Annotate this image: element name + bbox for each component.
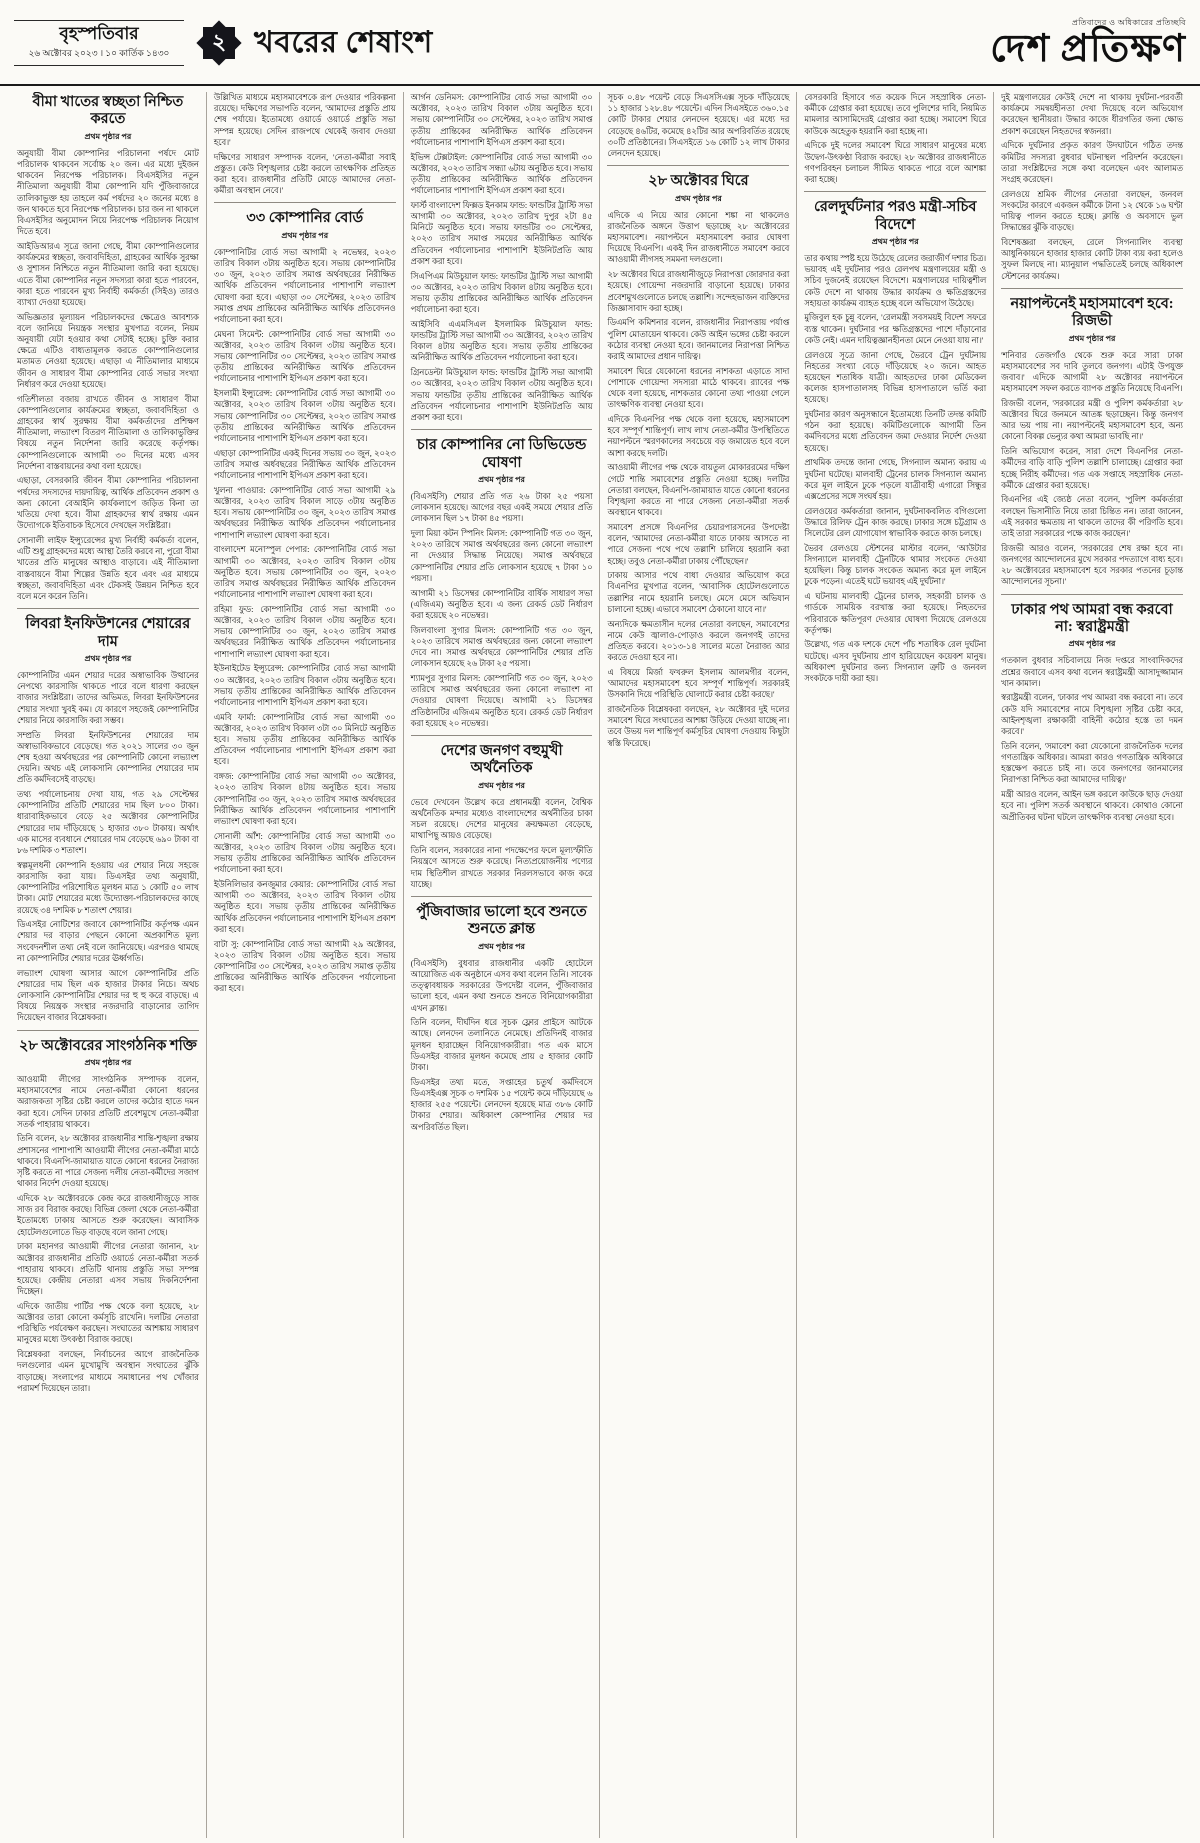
day-name: বৃহস্পতিবার — [59, 23, 139, 43]
article-paragraph: বেসরকারি হিসাবে গত কয়েক দিনে সহস্রাধিক নেতা-কর্মীকে গ্রেপ্তার করা হয়েছে। তবে পুলিশের দাবি, নিয়মিত মামলার আসামিদেরই গ্রেপ্তার করা হচ্ছে। সমাবেশ ঘিরে কাউকে অহেতুক হয়রানি করা হচ্ছে না। — [804, 93, 987, 136]
continued-from-label: প্রথম পৃষ্ঠার পর — [84, 653, 132, 663]
continued-from-label: প্রথম পৃষ্ঠার পর — [478, 474, 525, 484]
article-paragraph: লভ্যাংশ ঘোষণা আসার আগে কোম্পানিটির প্রতি শেয়ারের দাম ছিল এক হাজার টাকার নিচে। অথচ লোকসানি কোম্পানিটির শেয়ার দর হু হু করে বাড়ছে। এ বিষয়ে নিয়ন্ত্রক সংস্থার নজরদারি বাড়ানোর তাগিদ দিয়েছেন বাজার বিশ্লেষকরা। — [17, 968, 199, 1023]
article-paragraph: শ্যামপুর সুগার মিলস: কোম্পানিটি গত ৩০ জুন, ২০২৩ তারিখে সমাপ্ত অর্থবছরের জন্য কোনো লভ্যাংশ না দেওয়ার ঘোষণা দিয়েছে। আগামী ২১ ডিসেম্বর প্রতিষ্ঠানটির এজিএম অনুষ্ঠিত হবে। রেকর্ড ডেট নির্ধারণ করা হয়েছে ২০ নভেম্বর। — [410, 674, 593, 728]
article-paragraph: দুলা মিয়া কটন স্পিনিং মিলস: কোম্পানিটি গত ৩০ জুন, ২০২৩ তারিখে সমাপ্ত অর্থবছরের জন্য কোনো লভ্যাংশ না দেওয়ার সিদ্ধান্ত নিয়েছে। সমাপ্ত অর্থবছরে কোম্পানিটির শেয়ার প্রতি লোকসান হয়েছে ৭ টাকা ১০ পয়সা। — [410, 529, 593, 583]
article-title: রেলদুর্ঘটনার পরও মন্ত্রী-সচিব বিদেশে — [814, 199, 977, 233]
article-paragraph: বিশ্লেষকরা বলছেন, নির্বাচনের আগে রাজনৈতিক দলগুলোর এমন মুখোমুখি অবস্থান সংঘাতের ঝুঁকি বাড়াচ্ছে। সংলাপের মাধ্যমে সমাধানের পথ খোঁজার পরামর্শ দিয়েছেন তারা। — [17, 1350, 199, 1393]
news-column — [600, 92, 797, 1838]
article-paragraph: রহিমা ফুড: কোম্পানিটির বোর্ড সভা আগামী ৩০ অক্টোবর, ২০২৩ তারিখ বিকাল ৩টায় অনুষ্ঠিত হবে। সভায় কোম্পানিটির ৩০ জুন, ২০২৩ তারিখ সমাপ্ত অর্থবছরের নিরীক্ষিত আর্থিক প্রতিবেদন পর্যালোচনার পাশাপাশি লভ্যাংশ ঘোষণা করা হবে। — [213, 604, 396, 659]
article — [1001, 288, 1183, 588]
article-paragraph: বিশেষজ্ঞরা বলছেন, রেলে সিগন্যালিং ব্যবস্থা আধুনিকায়নে হাজার হাজার কোটি টাকা ব্যয় করা হলেও সুফল মিলছে না। ম্যানুয়াল পদ্ধতিতেই চলছে অধিকাংশ স্টেশনের কার্যক্রম। — [1001, 237, 1183, 281]
date-box — [14, 20, 184, 67]
article-paragraph: এদিকে ২৮ অক্টোবরকে কেন্দ্র করে রাজধানীজুড়ে সাজ সাজ রব বিরাজ করছে। বিভিন্ন জেলা থেকে নেতা-কর্মীরা ইতোমধ্যে ঢাকায় আসতে শুরু করেছেন। আবাসিক হোটেলগুলোতে ভিড় বাড়ছে বলে জানা গেছে। — [17, 1194, 199, 1237]
article-continuation — [1001, 92, 1183, 282]
page-number-badge — [198, 22, 240, 64]
news-column — [404, 92, 601, 1838]
article-paragraph: সমাবেশ প্রসঙ্গে বিএনপির চেয়ারপারসনের উপদেষ্টা বলেন, 'আমাদের নেতা-কর্মীরা যাতে ঢাকায় আসতে না পারে সেজন্য পথে পথে তল্লাশি চালিয়ে হয়রানি করা হচ্ছে। তবুও নেতা-কর্মীরা ঢাকায় পৌঁছেছেন।' — [607, 522, 790, 566]
article-paragraph: উল্লেখ্য, গত এক দশকে দেশে পাঁচ শতাধিক রেল দুর্ঘটনা ঘটেছে। এসব দুর্ঘটনায় প্রাণ হারিয়েছেন কয়েকশ মানুষ। অধিকাংশ দুর্ঘটনার জন্য সিগন্যাল ত্রুটি ও জনবল সংকটকে দায়ী করা হয়। — [804, 640, 987, 684]
article-paragraph: দুর্ঘটনার কারণ অনুসন্ধানে ইতোমধ্যে তিনটি তদন্ত কমিটি গঠন করা হয়েছে। কমিটিগুলোকে আগামী তিন কর্মদিবসের মধ্যে প্রতিবেদন জমা দেওয়ার নির্দেশ দেওয়া হয়েছে। — [804, 410, 987, 453]
columns — [0, 86, 1200, 1838]
news-column — [10, 92, 207, 1838]
article-paragraph: অভিজ্ঞতার মূল্যায়ন পরিচালকদের ক্ষেত্রেও আবশ্যক বলে জানিয়ে নিয়ন্ত্রক সংস্থার মুখপাত্র বলেন, নিয়ম অনুযায়ী যেটা হওয়ার কথা সেটাই হচ্ছে। চুক্তি করার ক্ষেত্রে এটিও বাধ্যতামূলক করতে কোম্পানিগুলোর মতামত নেওয়া হয়েছে। এছাড়া এ নীতিমালার মাধ্যমে জীবন ও সাধারণ বীমা কোম্পানির বোর্ড সভার সংখ্যা নির্ধারণ করে দেওয়া হয়েছে। — [17, 312, 199, 389]
article-paragraph: সোনালী লাইফ ইন্স্যুরেন্সের মুখ্য নির্বাহী কর্মকর্তা বলেন, এটি শুধু গ্রাহকদের মধ্যে আস্থা তৈরি করবে না, পুরো বীমা খাতের প্রতি মানুষের আস্থাও বাড়াবে। এই নীতিমালা বাস্তবায়নে বীমা শিল্পের উন্নতি হবে এবং এর মাধ্যমে স্বচ্ছতা, জবাবদিহিতা এবং টেকসই উন্নয়ন নিশ্চিত হবে বলে মনে করেন তিনি। — [17, 535, 199, 601]
article-paragraph: সিএপিএম মিউচুয়াল ফান্ড: ফান্ডটির ট্রাস্টি সভা আগামী ৩০ অক্টোবর, ২০২৩ তারিখ বিকাল ৪টায় অনুষ্ঠিত হবে। সভায় তৃতীয় প্রান্তিকের অনিরীক্ষিত আর্থিক প্রতিবেদন পর্যালোচনা করা হবে। — [410, 271, 593, 315]
article-paragraph: স্বল্পমূলধনী কোম্পানি হওয়ায় এর শেয়ার নিয়ে সহজে কারসাজি করা যায়। ডিএসইর তথ্য অনুযায়ী, কোম্পানিটির পরিশোধিত মূলধন মাত্র ১ কোটি ৫০ লাখ টাকা। মোট শেয়ারের মধ্যে উদ্যোক্তা-পরিচালকদের কাছে রয়েছে ৩৪ দশমিক ৮ শতাংশ শেয়ার। — [17, 860, 199, 915]
article-paragraph: ভেবে দেখবেন উল্লেখ করে প্রধানমন্ত্রী বলেন, বৈশ্বিক অর্থনৈতিক মন্দার মধ্যেও বাংলাদেশের অর্থনীতির চাকা সচল রয়েছে। দেশের মানুষের ক্রয়ক্ষমতা বেড়েছে, মাথাপিছু আয়ও বেড়েছে। — [410, 797, 593, 841]
article — [17, 94, 199, 602]
article-paragraph: বিএনপির এই জ্যেষ্ঠ নেতা বলেন, 'পুলিশ কর্মকর্তারা বলছেন ভিসানীতি নিয়ে তারা চিন্তিত নন। তারা জানেন, এই সরকার ক্ষমতায় না থাকলে তাদের কী পরিণতি হবে। তাই তারা সরকারের পক্ষে কাজ করছেন।' — [1001, 495, 1183, 539]
article — [17, 1030, 199, 1394]
article-paragraph: সূচক ০.৪৮ পয়েন্ট বেড়ে সিএসসিএক্স সূচক দাঁড়িয়েছে ১১ হাজার ১২৮.৪৮ পয়েন্টে। এদিন সিএসইতে ৩৬০.১৫ কোটি টাকার শেয়ার লেনদেন হয়েছে। এর মধ্যে দর বেড়েছে ৪৬টির, কমেছে ৪২টির আর অপরিবর্তিত রয়েছে ৩০টি প্রতিষ্ঠানের। সিএসইতে ১৬ কোটি ১২ লাখ টাকার লেনদেন হয়েছে। — [607, 93, 790, 159]
article-paragraph: রেলওয়ের কর্মকর্তারা জানান, দুর্ঘটনাকবলিত বগিগুলো উদ্ধারে রিলিফ ট্রেন কাজ করছে। ঢাকার সঙ্গে চট্টগ্রাম ও সিলেটের রেল যোগাযোগ স্বাভাবিক করতে কাজ চলছে। — [804, 506, 987, 539]
article-paragraph: উল্লিখিত মাধ্যমে মহাসমাবেশকে রূপ দেওয়ার পরিকল্পনা রয়েছে। দক্ষিণের সভাপতি বলেন, 'আমাদের প্রস্তুতি প্রায় শেষ পর্যায়ে। ইতোমধ্যে ওয়ার্ডে ওয়ার্ডে প্রস্তুতি সভা সম্পন্ন হয়েছে। সেদিন রাজপথে থেকেই জবাব দেওয়া হবে।' — [213, 93, 396, 147]
news-column — [797, 92, 994, 1838]
article-paragraph: তথ্য পর্যালোচনায় দেখা যায়, গত ২৯ সেপ্টেম্বর কোম্পানিটির প্রতিটি শেয়ারের দাম ছিল ৮০০ টাকা। ধারাবাহিকভাবে বেড়ে ২৫ অক্টোবর কোম্পানিটির শেয়ারের দাম দাঁড়িয়েছে ১ হাজার ৩৮০ টাকায়। অর্থাৎ এক মাসের ব্যবধানে শেয়ারের দাম বেড়েছে ৬৯০ টাকা বা ৮৬ দশমিক ৩ শতাংশ। — [17, 790, 199, 856]
article-paragraph: রেলওয়ে শ্রমিক লীগের নেতারা বলছেন, জনবল সংকটের কারণে একজন কর্মীকে টানা ১২ থেকে ১৬ ঘণ্টা দায়িত্ব পালন করতে হচ্ছে। ক্লান্তি ও অবসাদে ভুল সিদ্ধান্তের ঝুঁকি বাড়ছে। — [1001, 189, 1183, 233]
continued-from-label: প্রথম পৃষ্ঠার পর — [478, 941, 525, 951]
article-title: বীমা খাতের স্বচ্ছতা নিশ্চিত করতে — [32, 94, 184, 128]
article-paragraph: 'শনিবার তেজগাঁও থেকে শুরু করে সারা ঢাকা মহাসমাবেশের সব দাবি তুলবে জনগণ। এটাই উপযুক্ত জবাব।' এদিকে আগামী ২৮ অক্টোবর নয়াপল্টনে মহাসমাবেশ সফল করতে ব্যাপক প্রস্তুতি নিয়েছে বিএনপি। — [1001, 350, 1183, 394]
article-paragraph: ভৈরব রেলওয়ে স্টেশনের মাস্টার বলেন, 'আউটার সিগন্যালে মালবাহী ট্রেনটিকে থামার সংকেত দেওয়া হয়েছিল। কিন্তু চালক সংকেত অমান্য করে মূল লাইনে ঢুকে পড়েন। এতেই ঘটে ভয়াবহ এই দুর্ঘটনা।' — [804, 543, 987, 587]
article-paragraph: খুলনা পাওয়ার: কোম্পানিটির বোর্ড সভা আগামী ২৯ অক্টোবর, ২০২৩ তারিখ বিকাল সাড়ে ৩টায় অনুষ্ঠিত হবে। সভায় কোম্পানিটির ৩০ জুন, ২০২৩ তারিখ সমাপ্ত অর্থবছরের নিরীক্ষিত আর্থিক প্রতিবেদন পর্যালোচনার পাশাপাশি লভ্যাংশ ঘোষণা করা হবে। — [213, 485, 396, 540]
article-paragraph: গতিশীলতা বজায় রাখতে জীবন ও সাধারণ বীমা কোম্পানিগুলোর কার্যক্রমের স্বচ্ছতা, জবাবদিহিতা ও গ্রাহকের স্বার্থ সুরক্ষায় বীমা কর্মকর্তাদের প্রশিক্ষণ নীতিমালা, লভ্যাংশ বিতরণ নীতিমালা ও তালিকাভুক্তির বিষয়ে নতুন নির্দেশনা জারি করেছে কর্তৃপক্ষ। কোম্পানিগুলোকে আগামী ৩০ দিনের মধ্যে এসব নির্দেশনা বাস্তবায়নের কথা বলা হয়েছে। — [17, 394, 199, 471]
article-paragraph: আর্গন ডেনিমস: কোম্পানিটির বোর্ড সভা আগামী ৩০ অক্টোবর, ২০২৩ তারিখ বিকাল ৩টায় অনুষ্ঠিত হবে। সভায় কোম্পানিটির ৩০ সেপ্টেম্বর, ২০২৩ তারিখ সমাপ্ত তৃতীয় প্রান্তিকের অনিরীক্ষিত আর্থিক প্রতিবেদন পর্যালোচনার পাশাপাশি ইপিএস প্রকাশ করা হবে। — [410, 93, 593, 147]
article — [214, 202, 396, 994]
article-paragraph: ইসলামী ইন্স্যুরেন্স: কোম্পানিটির বোর্ড সভা আগামী ৩০ অক্টোবর, ২০২৩ তারিখ বিকাল ৩টায় অনুষ্ঠিত হবে। সভায় কোম্পানিটির ৩০ সেপ্টেম্বর, ২০২৩ তারিখ সমাপ্ত তৃতীয় প্রান্তিকের অনিরীক্ষিত আর্থিক প্রতিবেদন পর্যালোচনার পাশাপাশি ইপিএস প্রকাশ করা হবে। — [213, 389, 396, 443]
article-paragraph: তিনি বলেন, সরকারের নানা পদক্ষেপের ফলে মূল্যস্ফীতি নিয়ন্ত্রণে আসতে শুরু করেছে। নিত্যপ্রয়োজনীয় পণ্যের দাম স্থিতিশীল রাখতে সরকার নিরলসভাবে কাজ করে যাচ্ছে। — [410, 846, 593, 889]
paper-brand — [990, 19, 1186, 68]
article-title: চার কোম্পানির নো ডিভিডেন্ড ঘোষণা — [416, 437, 587, 471]
article-paragraph: মেঘনা সিমেন্ট: কোম্পানিটির বোর্ড সভা আগামী ৩০ অক্টোবর, ২০২৩ তারিখ বিকাল ৩টায় অনুষ্ঠিত হবে। সভায় কোম্পানিটির ৩০ সেপ্টেম্বর, ২০২৩ তারিখ সমাপ্ত তৃতীয় প্রান্তিকের অনিরীক্ষিত আর্থিক প্রতিবেদন পর্যালোচনার পাশাপাশি ইপিএস প্রকাশ করা হবে। — [213, 329, 396, 384]
article-paragraph: এ বিষয়ে মির্জা ফখরুল ইসলাম আলমগীর বলেন, 'আমাদের মহাসমাবেশ হবে সম্পূর্ণ শান্তিপূর্ণ। সরকারই উসকানি দিয়ে পরিস্থিতি ঘোলাটে করার চেষ্টা করছে।' — [607, 667, 790, 700]
section-title: খবরের শেষাংশ — [254, 25, 433, 59]
article-title: ২৮ অক্টোবর ঘিরে — [648, 173, 749, 190]
continued-from-label: প্রথম পৃষ্ঠার পর — [1068, 639, 1116, 649]
news-column — [207, 92, 404, 1838]
article-paragraph: প্রাথমিক তদন্তে জানা গেছে, সিগন্যাল অমান্য করায় এ দুর্ঘটনা ঘটেছে। মালবাহী ট্রেনের চালক সিগন্যাল অমান্য করে মূল লাইনে ঢুকে পড়লে যাত্রীবাহী এগারো সিন্ধুর এক্সপ্রেসের সঙ্গে সংঘর্ষ হয়। — [804, 458, 987, 501]
article-paragraph: (বিএসইসি) শেয়ার প্রতি গত ২৬ টাকা ২৫ পয়সা লোকসান হয়েছে। আগের বছর একই সময়ে শেয়ার প্রতি লোকসান ছিল ১৭ টাকা ৪৫ পয়সা। — [410, 491, 593, 524]
article-paragraph: এদিকে এ নিয়ে আর কোনো শঙ্কা না থাকলেও রাজনৈতিক অঙ্গনে উত্তাপ ছড়াচ্ছে ২৮ অক্টোবরের মহাসমাবেশ। নয়াপল্টনে মহাসমাবেশ করার ঘোষণা দিয়েছে বিএনপি। একই দিন রাজধানীতে সমাবেশ করবে আওয়ামী লীগসহ সমমনা দলগুলো। — [607, 210, 790, 265]
article-title: ২৮ অক্টোবরের সাংগঠনিক শক্তি — [18, 1037, 197, 1054]
article-paragraph: দক্ষিণের সাধারণ সম্পাদক বলেন, 'নেতা-কর্মীরা সবাই প্রস্তুত। কেউ বিশৃঙ্খলার চেষ্টা করলে তাৎক্ষণিক প্রতিহত করা হবে। রাজধানীর প্রতিটি মোড়ে আমাদের নেতা-কর্মীরা অবস্থান নেবে।' — [213, 152, 396, 196]
article-continuation — [411, 92, 593, 423]
article-continuation — [804, 92, 986, 185]
article-paragraph: এদিকে জাতীয় পার্টির পক্ষ থেকে বলা হয়েছে, ২৮ অক্টোবর তারা কোনো কর্মসূচি রাখেনি। দলটির নেতারা পরিস্থিতি পর্যবেক্ষণ করছেন। সংঘাতের আশঙ্কায় সাধারণ মানুষের মধ্যে উৎকণ্ঠা বিরাজ করছে। — [17, 1301, 199, 1345]
article-paragraph: গ্রিনডেল্টা মিউচুয়াল ফান্ড: ফান্ডটির ট্রাস্টি সভা আগামী ৩০ অক্টোবর, ২০২৩ তারিখ বিকাল ৩টায় অনুষ্ঠিত হবে। সভায় ফান্ডটির তৃতীয় প্রান্তিকের অনিরীক্ষিত আর্থিক প্রতিবেদন পর্যালোচনার পাশাপাশি ইউনিটপ্রতি আয় প্রকাশ করা হবে। — [410, 368, 593, 422]
article-paragraph: ঢাকায় আসার পথে বাধা দেওয়ার অভিযোগ করে বিএনপির মুখপাত্র বলেন, 'আবাসিক হোটেলগুলোতে তল্লাশির নামে হয়রানি চলছে। মেসে মেসে অভিযান চালানো হচ্ছে। এভাবে সমাবেশ ঠেকানো যাবে না।' — [607, 571, 790, 614]
continued-from-label: প্রথম পৃষ্ঠার পর — [675, 193, 722, 203]
page-number: ২ — [211, 28, 227, 54]
continued-from-label: প্রথম পৃষ্ঠার পর — [871, 236, 919, 246]
article-paragraph: বাটা সু: কোম্পানিটির বোর্ড সভা আগামী ২৯ অক্টোবর, ২০২৩ তারিখ বিকাল ৩টায় অনুষ্ঠিত হবে। সভায় কোম্পানিটির ৩০ সেপ্টেম্বর, ২০২৩ তারিখ সমাপ্ত তৃতীয় প্রান্তিকের অনিরীক্ষিত আর্থিক প্রতিবেদন পর্যালোচনা করা হবে। — [213, 939, 396, 994]
article-paragraph: মন্ত্রী আরও বলেন, আইন ভঙ্গ করলে কাউকে ছাড় দেওয়া হবে না। পুলিশ সতর্ক অবস্থানে থাকবে। কোথাও কোনো অপ্রীতিকর ঘটনা ঘটলে তাৎক্ষণিক ব্যবস্থা নেওয়া হবে। — [1001, 790, 1183, 822]
article-paragraph: জিলবাংলা সুগার মিলস: কোম্পানিটি গত ৩০ জুন, ২০২৩ তারিখে সমাপ্ত অর্থবছরের জন্য কোনো লভ্যাংশ দেবে না। সমাপ্ত অর্থবছরে কোম্পানিটির শেয়ার প্রতি লোকসান হয়েছে ২৬ টাকা ২৫ পয়সা। — [410, 625, 593, 669]
article-paragraph: ডিএসইর তথ্য মতে, সপ্তাহের চতুর্থ কর্মদিবসে ডিএসইএক্স সূচক ৩ দশমিক ১৫ পয়েন্ট কমে দাঁড়িয়েছে ৬ হাজার ২৫৫ পয়েন্টে। লেনদেন হয়েছে মাত্র ৩৮৬ কোটি টাকার শেয়ার। অধিকাংশ কোম্পানির শেয়ার দর অপরিবর্তিত ছিল। — [410, 1077, 593, 1132]
article-paragraph: রিজভী বলেন, 'সরকারের মন্ত্রী ও পুলিশ কর্মকর্তারা ২৮ অক্টোবর ঘিরে জনমনে আতঙ্ক ছড়াচ্ছেন। কিন্তু জনগণ আর ভয় পায় না। নয়াপল্টনেই মহাসমাবেশ হবে, অন্য কোনো বিকল্প ভেন্যুর কথা আমরা ভাবছি না।' — [1001, 398, 1183, 442]
article-paragraph: রাজনৈতিক বিশ্লেষকরা বলছেন, ২৮ অক্টোবর দুই দলের সমাবেশ ঘিরে সংঘাতের আশঙ্কা উড়িয়ে দেওয়া যাচ্ছে না। তবে উভয় দল শান্তিপূর্ণ কর্মসূচির ঘোষণা দেওয়ায় কিছুটা স্বস্তি ফিরেছে। — [607, 704, 790, 748]
article-paragraph: মুজিবুল হক চুন্নু বলেন, 'রেলমন্ত্রী সবসময়ই বিদেশ সফরে ব্যস্ত থাকেন। দুর্ঘটনার পর ক্ষতিগ্রস্তদের পাশে দাঁড়ানোর কেউ নেই। এমন দায়িত্বজ্ঞানহীনতা মেনে নেওয়া যায় না।' — [804, 313, 987, 345]
article-paragraph: ইউনিলিভার কনজুমার কেয়ার: কোম্পানিটির বোর্ড সভা আগামী ৩০ অক্টোবর, ২০২৩ তারিখ বিকাল ৩টায় অনুষ্ঠিত হবে। সভায় তৃতীয় প্রান্তিকের অনিরীক্ষিত আর্থিক প্রতিবেদন পর্যালোচনার পাশাপাশি ইপিএস প্রকাশ করা হবে। — [213, 879, 396, 934]
article-paragraph: (বিএসইসি) বুধবার রাজধানীর একটি হোটেলে আয়োজিত এক অনুষ্ঠানে এসব কথা বলেন তিনি। সাবেক তত্ত্বাবধায়ক সরকারের উপদেষ্টা বলেন, পুঁজিবাজার ভালো হবে, এমন কথা শুনতে শুনতে বিনিয়োগকারীরা এখন ক্লান্ত। — [410, 958, 593, 1013]
continued-from-label: প্রথম পৃষ্ঠার পর — [478, 780, 525, 790]
article-paragraph: ডিএমপি কমিশনার বলেন, রাজধানীর নিরাপত্তায় পর্যাপ্ত পুলিশ মোতায়েন থাকবে। কেউ আইন ভঙ্গের চেষ্টা করলে কঠোর ব্যবস্থা নেওয়া হবে। জানমালের নিরাপত্তা নিশ্চিত করাই আমাদের প্রধান দায়িত্ব। — [607, 318, 790, 362]
continued-from-label: প্রথম পৃষ্ঠার পর — [84, 131, 132, 141]
article-paragraph: রেলওয়ে সূত্রে জানা গেছে, ভৈরবে ট্রেন দুর্ঘটনায় নিহতের সংখ্যা বেড়ে দাঁড়িয়েছে ২০ জনে। আহত হয়েছেন শতাধিক যাত্রী। আহতদের ঢাকা মেডিকেল কলেজ হাসপাতালসহ বিভিন্ন হাসপাতালে ভর্তি করা হয়েছে। — [804, 350, 987, 405]
article-paragraph: সম্প্রতি লিবরা ইনফিউশনের শেয়ারের দাম অস্বাভাবিকভাবে বেড়েছে। গত ২০২১ সালের ৩০ জুন শেষ হওয়া অর্থবছরের পর কোম্পানিটি কোনো লভ্যাংশ দেয়নি। অথচ এই লোকসানি কোম্পানির শেয়ারের দাম প্রতি কর্মদিবসেই বাড়ছে। — [17, 730, 199, 785]
article-title: নয়াপল্টনেই মহাসমাবেশ হবে: রিজভী — [1010, 295, 1174, 330]
article-paragraph: সোনালী আঁশ: কোম্পানিটির বোর্ড সভা আগামী ৩০ অক্টোবর, ২০২৩ তারিখ বিকাল ৩টায় অনুষ্ঠিত হবে। সভায় তৃতীয় প্রান্তিকের অনিরীক্ষিত আর্থিক প্রতিবেদন পর্যালোচনা করা হবে। — [213, 831, 396, 875]
article-title: লিবরা ইনফিউশনের শেয়ারের দাম — [25, 616, 191, 650]
article-paragraph: রিজভী আরও বলেন, 'সরকারের শেষ রক্ষা হবে না। জনগণের আন্দোলনের মুখে সরকার পদত্যাগে বাধ্য হবে। ২৮ অক্টোবরের মহাসমাবেশ হবে সরকার পতনের চূড়ান্ত আন্দোলনের সূচনা।' — [1001, 543, 1183, 587]
article-paragraph: ইভিন্স টেক্সটাইল: কোম্পানিটির বোর্ড সভা আগামী ৩০ অক্টোবর, ২০২৩ তারিখ সন্ধ্যা ৬টায় অনুষ্ঠিত হবে। সভায় তৃতীয় প্রান্তিকের অনিরীক্ষিত আর্থিক প্রতিবেদন পর্যালোচনার পাশাপাশি ইপিএস প্রকাশ করা হবে। — [410, 152, 593, 196]
article — [607, 165, 789, 749]
article-paragraph: এদিকে দুই দলের সমাবেশ ঘিরে সাধারণ মানুষের মধ্যে উদ্বেগ-উৎকণ্ঠা বিরাজ করছে। ২৮ অক্টোবর রাজধানীতে গণপরিবহন চলাচল সীমিত থাকতে পারে বলে আশঙ্কা করা হচ্ছে। — [804, 141, 987, 184]
article-paragraph: কোম্পানিটির এমন শেয়ার দরের অস্বাভাবিক উত্থানের নেপথ্যে কারসাজি থাকতে পারে বলে ধারণা করছেন বাজার সংশ্লিষ্টরা। তাদের অভিমত, লিবরা ইনফিউশনের শেয়ার সংখ্যা খুবই কম। যে কারণে সহজেই কোম্পানিটির শেয়ার নিয়ে কারসাজি করা সম্ভব। — [17, 670, 199, 725]
article-paragraph: এছাড়া কোম্পানিটির একই দিনের সভায় ৩০ জুন, ২০২৩ তারিখ সমাপ্ত অর্ধবছরের নিরীক্ষিত আর্থিক প্রতিবেদন পর্যালোচনার পাশাপাশি ইপিএস প্রকাশ করা হবে। — [213, 448, 396, 481]
article — [411, 735, 593, 890]
paper-tagline: প্রতিবাদের ও অধিকারের প্রতিচ্ছবি — [1071, 17, 1186, 27]
article-paragraph: এমবি ফার্মা: কোম্পানিটির বোর্ড সভা আগামী ৩০ অক্টোবর, ২০২৩ তারিখ বিকাল ৩টা ৩০ মিনিটে অনুষ্ঠিত হবে। সভায় তৃতীয় প্রান্তিকের অনিরীক্ষিত আর্থিক প্রতিবেদন পর্যালোচনার পাশাপাশি ইপিএস প্রকাশ করা হবে। — [213, 712, 396, 767]
article-paragraph: এদিকে দুর্ঘটনার প্রকৃত কারণ উদঘাটনে গঠিত তদন্ত কমিটির সদস্যরা বুধবার ঘটনাস্থল পরিদর্শন করেছেন। তারা সংশ্লিষ্টদের সঙ্গে কথা বলেছেন এবং আলামত সংগ্রহ করেছেন। — [1001, 141, 1183, 184]
article-paragraph: আইসিবি এএমসিএল ইসলামিক মিউচুয়াল ফান্ড: ফান্ডটির ট্রাস্টি সভা আগামী ৩০ অক্টোবর, ২০২৩ তারিখ বিকাল ৪টায় অনুষ্ঠিত হবে। সভায় তৃতীয় প্রান্তিকের অনিরীক্ষিত আর্থিক প্রতিবেদন পর্যালোচনা করা হবে। — [410, 319, 593, 363]
article-paragraph: ঢাকা মহানগর আওয়ামী লীগের নেতারা জানান, ২৮ অক্টোবর রাজধানীর প্রতিটি ওয়ার্ডে নেতা-কর্মীরা সতর্ক পাহারায় থাকবে। প্রতিটি থানায় প্রস্তুতি সভা সম্পন্ন হয়েছে। কেন্দ্রীয় নেতারা এসব সভায় দিকনির্দেশনা দিচ্ছেন। — [17, 1242, 199, 1297]
article-paragraph: তিনি বলেন, দীর্ঘদিন ধরে সূচক ফ্লোর প্রাইসে আটকে আছে। লেনদেন তলানিতে নেমেছে। প্রতিদিনই বাজার মূলধন হারাচ্ছেন বিনিয়োগকারীরা। গত এক মাসে ডিএসইর বাজার মূলধন কমেছে প্রায় ৫ হাজার কোটি টাকা। — [410, 1018, 593, 1073]
article-paragraph: অন্যদিকে ক্ষমতাসীন দলের নেতারা বলছেন, সমাবেশের নামে কেউ জ্বালাও-পোড়াও করলে জনগণই তাদের প্রতিহত করবে। ২০১৩-১৪ সালের মতো নৈরাজ্য আর করতে দেওয়া হবে না। — [607, 619, 790, 663]
article-title: দেশের জনগণ বহুমুখী অর্থনৈতিক — [440, 743, 563, 777]
article-paragraph: আওয়ামী লীগের পক্ষ থেকে বায়তুল মোকাররমের দক্ষিণ গেটে শান্তি সমাবেশের প্রস্তুতি নেওয়া হচ্ছে। দলটির নেতারা বলছেন, বিএনপি-জামায়াত যাতে কোনো ধরনের বিশৃঙ্খলা করতে না পারে সেজন্য নেতা-কর্মীরা সতর্ক অবস্থানে থাকবে। — [607, 463, 790, 518]
article-paragraph: তার কথায় স্পষ্ট হয়ে উঠেছে রেলের জরাজীর্ণ দশার চিত্র। ভয়াবহ এই দুর্ঘটনার পরও রেলপথ মন্ত্রণালয়ের মন্ত্রী ও সচিব দুজনেই রয়েছেন বিদেশে। মন্ত্রণালয়ের দায়িত্বশীল কেউ দেশে না থাকায় উদ্ধার কার্যক্রম ও ক্ষতিগ্রস্তদের সহায়তা কার্যক্রম ব্যাহত হচ্ছে বলে অভিযোগ উঠেছে। — [804, 253, 987, 308]
article-paragraph: ২৮ অক্টোবর ঘিরে রাজধানীজুড়ে নিরাপত্তা জোরদার করা হয়েছে। গোয়েন্দা নজরদারি বাড়ানো হয়েছে। ঢাকার প্রবেশমুখগুলোতে চলছে তল্লাশি। সন্দেহভাজন ব্যক্তিদের জিজ্ঞাসাবাদ করা হচ্ছে। — [607, 270, 790, 313]
article-paragraph: আইডিআরএ সূত্রে জানা গেছে, বীমা কোম্পানিগুলোর কার্যক্রমের স্বচ্ছতা, জবাবদিহিতা, গ্রাহকের আর্থিক সুরক্ষা ও সুশাসন নিশ্চিতে নতুন নীতিমালা জারি করা হয়েছে। এতে বীমা কোম্পানির নতুন সদস্যরা কারা হতে পারবেন, কারা হতে পারবেন মুখ্য নির্বাহী কর্মকর্তা (সিইও) তারও ব্যাখ্যা দেওয়া হয়েছে। — [17, 241, 199, 307]
article-paragraph: কোম্পানিটির বোর্ড সভা আগামী ২ নভেম্বর, ২০২৩ তারিখ বিকাল ৩টায় অনুষ্ঠিত হবে। সভায় কোম্পানিটির ৩০ জুন, ২০২৩ তারিখ সমাপ্ত অর্থবছরের নিরীক্ষিত আর্থিক প্রতিবেদন পর্যালোচনার পাশাপাশি লভ্যাংশ ঘোষণা করা হবে। এছাড়া ৩০ সেপ্টেম্বর, ২০২৩ তারিখ সমাপ্ত প্রথম প্রান্তিকের অনিরীক্ষিত আর্থিক প্রতিবেদনও পর্যালোচনা করা হবে। — [213, 247, 396, 324]
article-title: ঢাকার পথ আমরা বন্ধ করবো না: স্বরাষ্ট্রমন্ত্রী — [1011, 601, 1173, 635]
date-line: ২৬ অক্টোবর ২০২৩ । ১০ কার্তিক ১৪৩০ — [28, 48, 170, 59]
article-continuation — [214, 92, 396, 196]
article-paragraph: অনুযায়ী বীমা কোম্পানির পরিচালনা পর্ষদে মোট পরিচালক থাকবেন সর্বোচ্চ ২০ জন। এর মধ্যে দুইজন থাকবেন নিরপেক্ষ পরিচালক। বিএসইসির নতুন নীতিমালা অনুযায়ী বীমা কোম্পানি যদি পুঁজিবাজারে তালিকাভুক্ত হয় তাহলে কর্ম পর্ষদের ২০ জনের মধ্যে ৪ জন থাকতে হবে নিরপেক্ষ পরিচালক। চার জন না থাকলে বিএসইসির অনুমোদন নিয়ে নিরপেক্ষ পরিচালক নিয়োগ দিতে হবে। — [17, 148, 199, 237]
paper-logo: দেশ প্রতিক্ষণ — [990, 27, 1186, 70]
article-paragraph: ইউনাইটেড ইন্স্যুরেন্স: কোম্পানিটির বোর্ড সভা আগামী ৩০ অক্টোবর, ২০২৩ তারিখ বিকাল ৩টায় অনুষ্ঠিত হবে। সভায় তৃতীয় প্রান্তিকের অনিরীক্ষিত আর্থিক প্রতিবেদন পর্যালোচনার পাশাপাশি ইপিএস প্রকাশ করা হবে। — [213, 664, 396, 707]
article — [1001, 594, 1183, 823]
article-paragraph: তিনি বলেন, 'সমাবেশ করা যেকোনো রাজনৈতিক দলের গণতান্ত্রিক অধিকার। আমরা কারও গণতান্ত্রিক অধিকারে হস্তক্ষেপ করতে চাই না। তবে জনগণের জানমালের নিরাপত্তা নিশ্চিত করা আমাদের দায়িত্ব।' — [1001, 741, 1183, 785]
article-paragraph: বাংলাদেশ মনোস্পুল পেপার: কোম্পানিটির বোর্ড সভা আগামী ৩০ অক্টোবর, ২০২৩ তারিখ বিকাল ৩টায় অনুষ্ঠিত হবে। সভায় কোম্পানিটির ৩০ জুন, ২০২৩ তারিখ সমাপ্ত অর্থবছরের নিরীক্ষিত আর্থিক প্রতিবেদন পর্যালোচনার পাশাপাশি লভ্যাংশ ঘোষণা করা হবে। — [213, 545, 396, 600]
continued-from-label: প্রথম পৃষ্ঠার পর — [84, 1057, 132, 1067]
article-title: ৩৩ কোম্পানির বোর্ড — [246, 210, 364, 227]
article-paragraph: স্বরাষ্ট্রমন্ত্রী বলেন, 'ঢাকার পথ আমরা বন্ধ করবো না। তবে কেউ যদি সমাবেশের নামে বিশৃঙ্খলা সৃষ্টির চেষ্টা করে, আইনশৃঙ্খলা রক্ষাকারী বাহিনী কঠোর হস্তে তা দমন করবে।' — [1001, 693, 1183, 737]
article-paragraph: এছাড়া, বেসরকারি জীবন বীমা কোম্পানির পরিচালনা পর্ষদের সদস্যদের দায়দায়িত্ব, আর্থিক প্রতিবেদন প্রকাশ ও অন্য কোনো বেআইনি কার্যকলাপে জড়িত কিনা তা খতিয়ে দেখা হবে। বীমা গ্রাহকদের স্বার্থ রক্ষায় এমন উদ্যোগকে ইতিবাচক হিসেবে দেখছেন সংশ্লিষ্টরা। — [17, 476, 199, 531]
continued-from-label: প্রথম পৃষ্ঠার পর — [281, 230, 329, 240]
article-paragraph: তিনি বলেন, ২৮ অক্টোবর রাজধানীর শান্তি-শৃঙ্খলা রক্ষায় প্রশাসনের পাশাপাশি আওয়ামী লীগের নেতা-কর্মীরা মাঠে থাকবে। বিএনপি-জামায়াত যাতে কোনো ধরনের নৈরাজ্য সৃষ্টি করতে না পারে সেজন্য দলীয় নেতা-কর্মীদের সজাগ থাকার নির্দেশ দেওয়া হয়েছে। — [17, 1134, 199, 1189]
article — [411, 896, 593, 1133]
article — [804, 191, 986, 684]
article-paragraph: ডিএসইর নোটিশের জবাবে কোম্পানিটির কর্তৃপক্ষ এমন শেয়ার দর বাড়ার পেছনে কোনো অপ্রকাশিত মূল্য সংবেদনশীল তথ্য নেই বলে জানিয়েছে। এরপরও থামছে না কোম্পানিটির শেয়ার দরের ঊর্ধ্বগতি। — [17, 920, 199, 963]
article-continuation — [607, 92, 789, 159]
news-column — [994, 92, 1190, 1838]
article-paragraph: গতকাল বুধবার সচিবালয়ে নিজ দপ্তরে সাংবাদিকদের প্রশ্নের জবাবে এসব কথা বলেন স্বরাষ্ট্রমন্ত্রী আসাদুজ্জামান খান কামাল। — [1001, 656, 1183, 688]
continued-from-label: প্রথম পৃষ্ঠার পর — [1068, 333, 1116, 343]
article — [411, 429, 593, 729]
article-paragraph: দুই মন্ত্রণালয়ের কেউই দেশে না থাকায় দুর্ঘটনা-পরবর্তী কার্যক্রমে সমন্বয়হীনতা দেখা দিয়েছে বলে অভিযোগ করেছেন স্থানীয়রা। উদ্ধার কাজে ধীরগতির জন্য ক্ষোভ প্রকাশ করেছেন নিহতদের স্বজনরা। — [1001, 93, 1183, 136]
article-paragraph: সমাবেশ ঘিরে যেকোনো ধরনের নাশকতা এড়াতে সাদা পোশাকে গোয়েন্দা সদস্যরা মাঠে থাকবে। র‌্যাবের পক্ষ থেকে বলা হয়েছে, নাশকতার কোনো তথ্য পাওয়া গেলে তাৎক্ষণিক ব্যবস্থা নেওয়া হবে। — [607, 366, 790, 410]
article-paragraph: আগামী ২১ ডিসেম্বর কোম্পানিটির বার্ষিক সাধারণ সভা (এজিএম) অনুষ্ঠিত হবে। এ জন্য রেকর্ড ডেট নির্ধারণ করা হয়েছে ২০ নভেম্বর। — [410, 588, 593, 620]
article-title: পুঁজিবাজার ভালো হবে শুনতে শুনতে ক্লান্ত — [416, 903, 587, 938]
article-paragraph: ফার্স্ট বাংলাদেশ ফিক্সড ইনকাম ফান্ড: ফান্ডটির ট্রাস্টি সভা আগামী ৩০ অক্টোবর, ২০২৩ তারিখ দুপুর ২টা ৪৫ মিনিটে অনুষ্ঠিত হবে। সভায় ফান্ডটির ৩০ সেপ্টেম্বর, ২০২৩ তারিখ সমাপ্ত সময়ের অনিরীক্ষিত আর্থিক প্রতিবেদন পর্যালোচনার পাশাপাশি ইউনিটপ্রতি আয় প্রকাশ করা হবে। — [410, 200, 593, 266]
article-paragraph: আওয়ামী লীগের সাংগঠনিক সম্পাদক বলেন, মহাসমাবেশের নামে নেতা-কর্মীরা কোনো ধরনের অরাজকতা সৃষ্টির চেষ্টা করলে তাদের কঠোর হাতে দমন করা হবে। সেদিন ঢাকার প্রতিটি প্রবেশমুখে নেতা-কর্মীরা সতর্ক পাহারায় থাকবে। — [17, 1074, 199, 1129]
masthead — [0, 0, 1200, 86]
article-paragraph: এ ঘটনায় মালবাহী ট্রেনের চালক, সহকারী চালক ও গার্ডকে সাময়িক বরখাস্ত করা হয়েছে। নিহতদের পরিবারকে ক্ষতিপূরণ দেওয়ার ঘোষণা দিয়েছে রেলওয়ে কর্তৃপক্ষ। — [804, 592, 987, 635]
article-paragraph: এদিকে বিএনপির পক্ষ থেকে বলা হয়েছে, মহাসমাবেশ হবে সম্পূর্ণ শান্তিপূর্ণ। লাখ লাখ নেতা-কর্মীর উপস্থিতিতে নয়াপল্টনে স্মরণকালের সবচেয়ে বড় জমায়েত হবে বলে আশা করছে দলটি। — [607, 415, 790, 458]
article-paragraph: তিনি অভিযোগ করেন, সারা দেশে বিএনপির নেতা-কর্মীদের বাড়ি বাড়ি পুলিশ তল্লাশি চালাচ্ছে। গ্রেপ্তার করা হচ্ছে নিরীহ কর্মীদের। গত এক সপ্তাহে সহস্রাধিক নেতা-কর্মীকে গ্রেপ্তার করা হয়েছে। — [1001, 447, 1183, 490]
article — [17, 608, 199, 1023]
article-paragraph: বঙ্গজ: কোম্পানিটির বোর্ড সভা আগামী ৩০ অক্টোবর, ২০২৩ তারিখ বিকাল ৪টায় অনুষ্ঠিত হবে। সভায় কোম্পানিটির ৩০ জুন, ২০২৩ তারিখ সমাপ্ত অর্থবছরের নিরীক্ষিত আর্থিক প্রতিবেদন পর্যালোচনার পাশাপাশি লভ্যাংশ ঘোষণা করা হবে। — [213, 772, 396, 826]
